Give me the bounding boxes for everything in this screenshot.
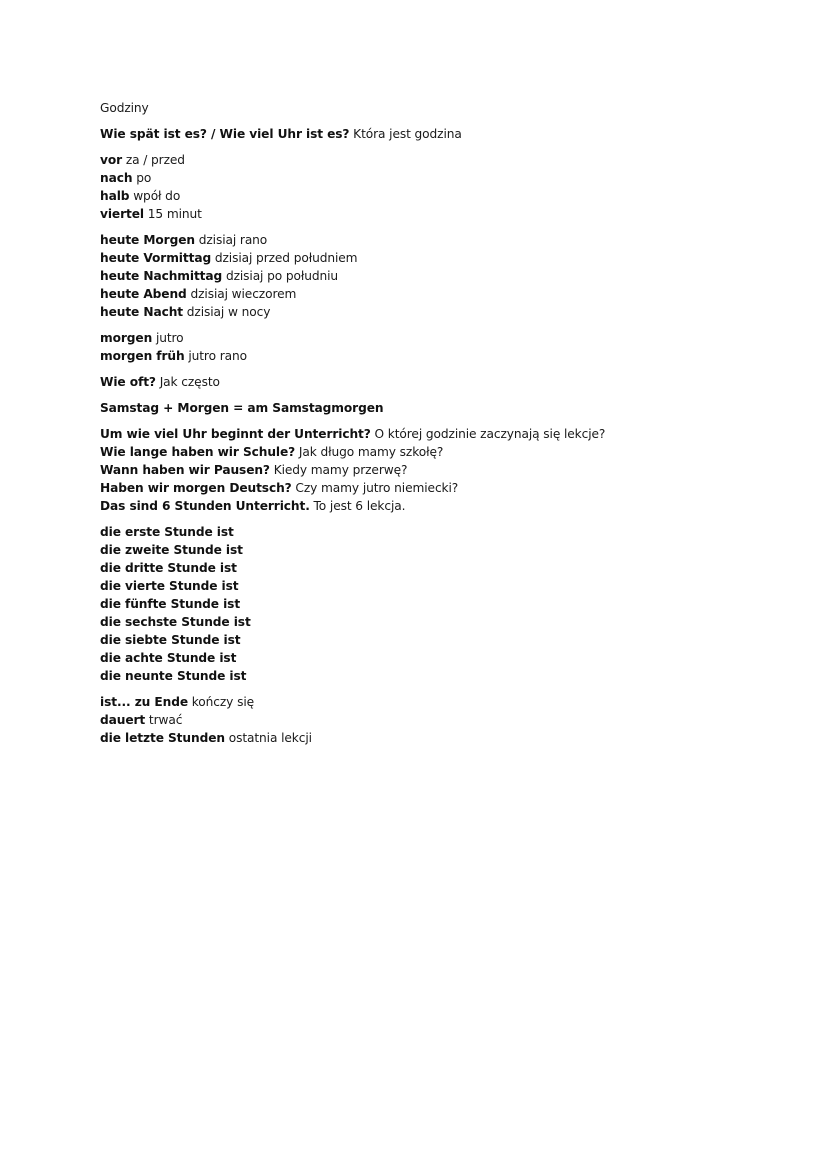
german-term: Um wie viel Uhr beginnt der Unterricht? xyxy=(100,427,371,441)
german-term: Wie lange haben wir Schule? xyxy=(100,445,296,459)
polish-translation: za / przed xyxy=(125,153,185,167)
vocab-line xyxy=(100,479,605,497)
vocab-line xyxy=(100,267,605,285)
vocab-line xyxy=(100,347,605,365)
vocab-line xyxy=(100,425,605,443)
german-term: Wie oft? xyxy=(100,375,156,389)
german-term: vor xyxy=(100,153,123,167)
vocab-line xyxy=(100,523,605,541)
polish-translation: Jak długo mamy szkołę? xyxy=(298,445,444,459)
vocab-paragraph xyxy=(100,399,605,417)
polish-translation: To jest 6 lekcja. xyxy=(313,499,406,513)
german-term: die erste Stunde ist xyxy=(100,525,234,539)
german-term: Haben wir morgen Deutsch? xyxy=(100,481,292,495)
polish-translation: Która jest godzina xyxy=(353,127,462,141)
german-term: Samstag + Morgen = am Samstagmorgen xyxy=(100,401,384,415)
polish-translation: Jak często xyxy=(159,375,220,389)
german-term: die achte Stunde ist xyxy=(100,651,237,665)
vocab-line xyxy=(100,187,605,205)
document-title: Godziny xyxy=(100,101,149,115)
polish-translation: trwać xyxy=(148,713,183,727)
german-term: die neunte Stunde ist xyxy=(100,669,247,683)
german-term: morgen xyxy=(100,331,153,345)
german-term: die letzte Stunden xyxy=(100,731,225,745)
vocab-line xyxy=(100,667,605,685)
vocab-line xyxy=(100,541,605,559)
vocab-line xyxy=(100,285,605,303)
vocab-line xyxy=(100,373,605,391)
polish-translation: po xyxy=(136,171,152,185)
vocab-line xyxy=(100,497,605,515)
document-page xyxy=(100,99,605,755)
polish-translation: kończy się xyxy=(191,695,255,709)
polish-translation: Kiedy mamy przerwę? xyxy=(273,463,408,477)
vocab-line xyxy=(100,577,605,595)
vocab-line xyxy=(100,631,605,649)
german-term: heute Vormittag xyxy=(100,251,212,265)
german-term: die sechste Stunde ist xyxy=(100,615,251,629)
vocab-paragraph xyxy=(100,425,605,515)
german-term: heute Nachmittag xyxy=(100,269,223,283)
german-term: heute Nacht xyxy=(100,305,184,319)
polish-translation: dzisiaj w nocy xyxy=(186,305,271,319)
german-term: die fünfte Stunde ist xyxy=(100,597,241,611)
german-term: dauert xyxy=(100,713,146,727)
german-term: ist... zu Ende xyxy=(100,695,188,709)
vocab-line xyxy=(100,249,605,267)
vocab-line xyxy=(100,613,605,631)
vocab-line xyxy=(100,443,605,461)
vocab-paragraph xyxy=(100,125,605,143)
german-term: morgen früh xyxy=(100,349,185,363)
vocab-line xyxy=(100,559,605,577)
vocab-line xyxy=(100,231,605,249)
polish-translation: O której godzinie zaczynają się lekcje? xyxy=(374,427,606,441)
vocab-line xyxy=(100,729,605,747)
german-term: Wie spät ist es? / Wie viel Uhr ist es? xyxy=(100,127,350,141)
german-term: Wann haben wir Pausen? xyxy=(100,463,270,477)
polish-translation: jutro rano xyxy=(188,349,247,363)
polish-translation: ostatnia lekcji xyxy=(228,731,312,745)
german-term: Das sind 6 Stunden Unterricht. xyxy=(100,499,310,513)
german-term: die siebte Stunde ist xyxy=(100,633,241,647)
polish-translation: jutro xyxy=(155,331,184,345)
vocab-line xyxy=(100,151,605,169)
vocab-paragraph xyxy=(100,231,605,321)
vocab-line xyxy=(100,205,605,223)
german-term: viertel xyxy=(100,207,144,221)
vocab-line xyxy=(100,649,605,667)
polish-translation: dzisiaj przed południem xyxy=(214,251,358,265)
vocab-line xyxy=(100,461,605,479)
vocab-line xyxy=(100,595,605,613)
vocab-line xyxy=(100,125,605,143)
vocab-line xyxy=(100,329,605,347)
vocab-line xyxy=(100,399,605,417)
vocab-line xyxy=(100,303,605,321)
vocab-paragraph xyxy=(100,523,605,685)
polish-translation: dzisiaj po południu xyxy=(225,269,339,283)
german-term: heute Abend xyxy=(100,287,187,301)
german-term: halb xyxy=(100,189,130,203)
german-term: die zweite Stunde ist xyxy=(100,543,243,557)
vocab-line xyxy=(100,711,605,729)
polish-translation: dzisiaj wieczorem xyxy=(190,287,297,301)
polish-translation: dzisiaj rano xyxy=(198,233,268,247)
vocab-line xyxy=(100,169,605,187)
vocab-paragraph xyxy=(100,373,605,391)
polish-translation: 15 minut xyxy=(147,207,202,221)
vocab-paragraph xyxy=(100,151,605,223)
polish-translation: wpół do xyxy=(133,189,181,203)
german-term: die vierte Stunde ist xyxy=(100,579,239,593)
vocab-paragraph xyxy=(100,693,605,747)
vocab-paragraph xyxy=(100,329,605,365)
german-term: die dritte Stunde ist xyxy=(100,561,237,575)
polish-translation: Czy mamy jutro niemiecki? xyxy=(295,481,459,495)
german-term: heute Morgen xyxy=(100,233,195,247)
german-term: nach xyxy=(100,171,133,185)
vocab-line xyxy=(100,693,605,711)
